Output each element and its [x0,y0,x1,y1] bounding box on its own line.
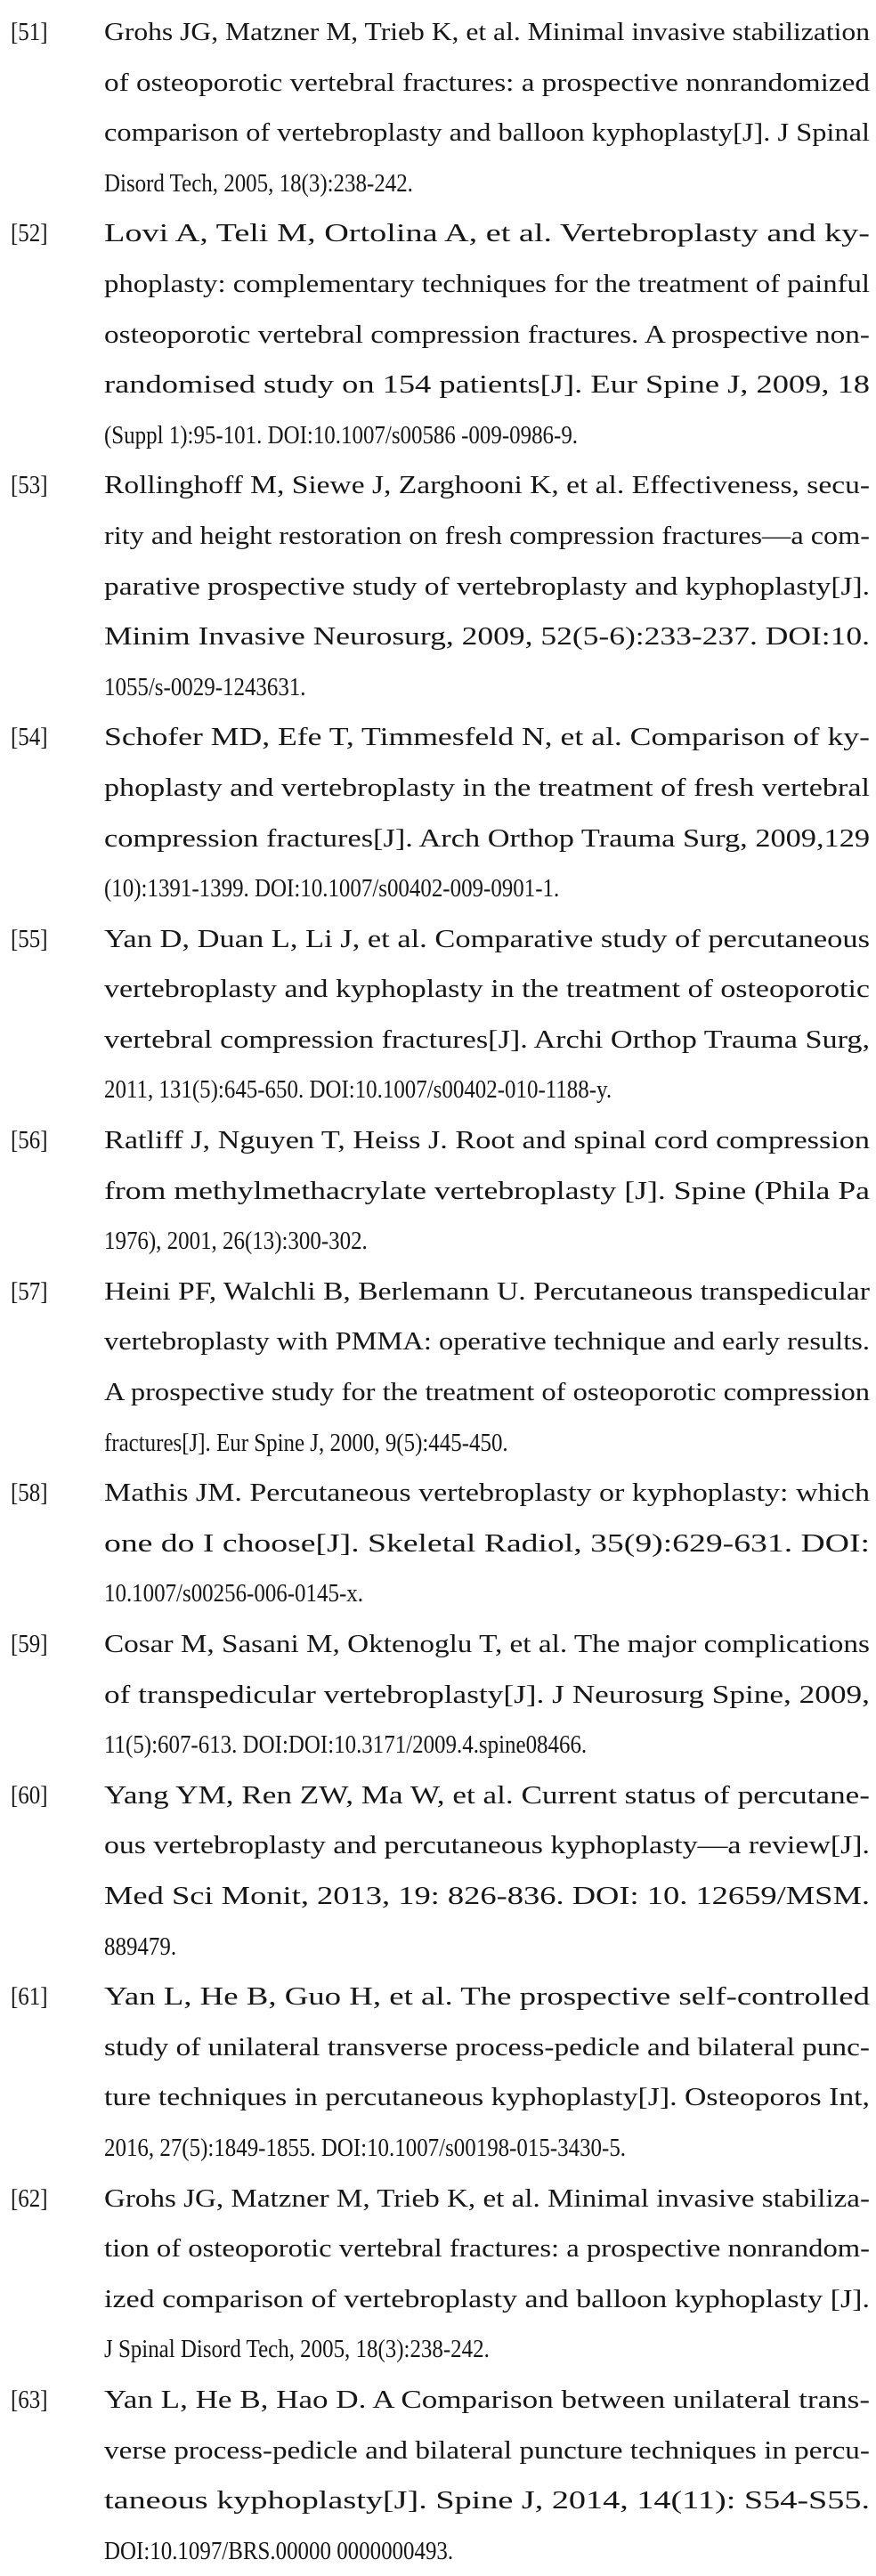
reference-entry [0,1468,876,1619]
reference-entry [0,1267,876,1468]
reference-text: 2011, 131(5):645-650. DOI:10.1007/s00402-010-1188-y. [104,1075,612,1105]
reference-text: fractures[J]. Eur Spine J, 2000, 9(5):445-450. [104,1428,508,1457]
reference-line [104,208,870,259]
reference-line [104,7,870,58]
reference-text: Yan D, Duan L, Li J, et al. Comparative study of percutaneous [104,924,870,953]
reference-line [104,158,870,209]
reference-text: Ratliff J, Nguyen T, Heiss J. Root and spinal cord compression [104,1126,871,1155]
reference-line [104,310,870,360]
reference-entry [0,208,876,460]
reference-line [104,1418,870,1469]
reference-text: A prospective study for the treatment of osteoporotic compression [104,1378,871,1407]
reference-number: [52] [11,219,48,248]
reference-line [104,2274,870,2325]
reference-text: Schofer MD, Efe T, Timmesfeld N, et al. Comparison of ky- [104,723,870,752]
reference-number: [54] [11,723,48,752]
reference-text: Yan L, He B, Guo H, et al. The prospective self-controlled [104,1982,871,2012]
reference-text: parative prospective study of vertebroplasty and kyphoplasty[J]. [104,571,871,601]
reference-line [104,1115,870,1166]
reference-line [104,360,870,410]
reference-line [104,1619,870,1670]
reference-text: one do I choose[J]. Skeletal Radiol, 35(9):629-631. DOI: [104,1528,870,1558]
reference-text: phoplasty and vertebroplasty in the treatment of fresh vertebral [104,773,870,802]
reference-text: Grohs JG, Matzner M, Trieb K, et al. Minimal invasive stabilization [104,18,870,46]
reference-text: vertebroplasty and kyphoplasty in the treatment of osteoporotic [104,975,870,1004]
reference-entry [0,460,876,712]
reference-line [104,1670,870,1721]
reference-line [104,410,870,461]
reference-text: Mathis JM. Percutaneous vertebroplasty or kyphoplasty: which [104,1478,871,1508]
reference-line [104,1820,870,1871]
reference-text: Rollinghoff M, Siewe J, Zarghooni K, et al. Effectiveness, secu- [104,471,870,500]
reference-text: Yan L, He B, Hao D. A Comparison between unilateral trans- [104,2385,871,2414]
reference-line [104,914,870,965]
reference-text: osteoporotic vertebral compression fractures. A prospective non- [104,320,870,349]
reference-entry [0,1619,876,1770]
reference-text: 1976), 2001, 26(13):300-302. [104,1227,368,1256]
reference-line [104,1770,870,1821]
reference-entry [0,712,876,913]
reference-text: of transpedicular vertebroplasty[J]. J Neurosurg Spine, 2009, [104,1680,870,1709]
reference-text: (Suppl 1):95-101. DOI:10.1007/s00586 -009-0986-9. [104,420,579,450]
reference-text: 11(5):607-613. DOI:DOI:10.3171/2009.4.spine08466. [104,1730,588,1760]
reference-entry [0,2375,876,2576]
reference-text: compression fractures[J]. Arch Orthop Trauma Surg, 2009,129 [104,823,871,853]
reference-text: rity and height restoration on fresh compression fractures—a com- [104,521,870,550]
reference-entry [0,914,876,1115]
reference-entry [0,1972,876,2173]
reference-text: vertebroplasty with PMMA: operative technique and early results. [104,1327,870,1357]
reference-line [104,1267,870,1317]
reference-number: [59] [11,1630,48,1658]
reference-text: tion of osteoporotic vertebral fractures: a prospective nonrandom- [104,2234,871,2264]
reference-line [104,460,870,511]
reference-text: vertebral compression fractures[J]. Archi Orthop Trauma Surg, [104,1025,871,1054]
reference-line [104,2324,870,2375]
reference-text: Cosar M, Sasani M, Oktenoglu T, et al. The major complications [104,1630,870,1658]
reference-line [104,1568,870,1619]
reference-number: [55] [11,924,48,953]
reference-text: ous vertebroplasty and percutaneous kyphoplasty—a review[J]. [104,1831,870,1860]
reference-line [104,763,870,814]
reference-number: [60] [11,1780,48,1810]
reference-line [104,662,870,713]
reference-text: Heini PF, Walchli B, Berlemann U. Percutaneous transpedicular [104,1276,870,1306]
reference-line [104,1367,870,1418]
reference-line [104,259,870,310]
reference-number: [58] [11,1478,48,1508]
reference-line [104,1015,870,1065]
reference-line [104,612,870,662]
reference-text: randomised study on 154 patients[J]. Eur Spine J, 2009, 18 [104,370,871,400]
reference-text: J Spinal Disord Tech, 2005, 18(3):238-242. [104,2335,490,2364]
reference-number: [51] [11,18,48,46]
reference-text: 2016, 27(5):1849-1855. DOI:10.1007/s00198-015-3430-5. [104,2133,627,2162]
reference-number: [62] [11,2183,48,2213]
reference-line [104,1166,870,1217]
reference-entry [0,1770,876,1972]
reference-line [104,2123,870,2174]
reference-line [104,58,870,109]
reference-line [104,863,870,914]
reference-number: [61] [11,1982,48,2012]
reference-text: 1055/s-0029-1243631. [104,672,306,701]
reference-line [104,1972,870,2022]
reference-text: 889479. [104,1932,177,1961]
reference-line [104,1316,870,1367]
reference-line [104,2475,870,2526]
reference-number: [56] [11,1126,48,1155]
reference-list [0,7,876,2576]
reference-line [104,2224,870,2274]
reference-line [104,814,870,864]
reference-line [104,2072,870,2123]
reference-text: study of unilateral transverse process-pedicle and bilateral punc- [104,2032,870,2062]
reference-text: (10):1391-1399. DOI:10.1007/s00402-009-0901-1. [104,874,560,903]
reference-line [104,2022,870,2073]
reference-line [104,108,870,158]
reference-line [104,964,870,1015]
reference-text: Grohs JG, Matzner M, Trieb K, et al. Minimal invasive stabiliza- [104,2183,870,2213]
reference-line [104,712,870,763]
reference-line [104,2174,870,2224]
reference-line [104,1922,870,1973]
reference-entry [0,2174,876,2375]
reference-line [104,1065,870,1115]
reference-text: DOI:10.1097/BRS.00000 0000000493. [104,2536,454,2565]
reference-line [104,1216,870,1267]
reference-number: [53] [11,471,48,500]
reference-text: verse process-pedicle and bilateral puncture techniques in percu- [104,2435,870,2465]
reference-text: Minim Invasive Neurosurg, 2009, 52(5-6):233-237. DOI:10. [104,622,871,652]
reference-number: [63] [11,2385,48,2414]
reference-line [104,2375,870,2426]
reference-text: of osteoporotic vertebral fractures: a prospective nonrandomized [104,68,870,97]
reference-text: Lovi A, Teli M, Ortolina A, et al. Vertebroplasty and ky- [104,219,871,248]
reference-entry [0,1115,876,1267]
reference-text: ized comparison of vertebroplasty and balloon kyphoplasty [J]. [104,2284,871,2313]
reference-entry [0,7,876,208]
reference-text: Med Sci Monit, 2013, 19: 826-836. DOI: 10. 12659/MSM. [104,1881,870,1910]
reference-text: comparison of vertebroplasty and balloon kyphoplasty[J]. J Spinal [104,118,870,148]
reference-line [104,1468,870,1519]
reference-text: taneous kyphoplasty[J]. Spine J, 2014, 14(11): S54-S55. [104,2486,871,2515]
reference-text: Disord Tech, 2005, 18(3):238-242. [104,168,413,198]
reference-line [104,1871,870,1922]
reference-line [104,1519,870,1569]
reference-text: ture techniques in percutaneous kyphoplasty[J]. Osteoporos Int, [104,2083,871,2112]
reference-line [104,2426,870,2476]
reference-text: 10.1007/s00256-006-0145-x. [104,1579,363,1608]
reference-line [104,511,870,562]
reference-line [104,1720,870,1770]
reference-number: [57] [11,1276,48,1306]
reference-text: from methylmethacrylate vertebroplasty [J]. Spine (Phila Pa [104,1176,871,1205]
reference-text: Yang YM, Ren ZW, Ma W, et al. Current status of percutane- [104,1780,870,1810]
reference-line [104,562,870,612]
reference-text: phoplasty: complementary techniques for the treatment of painful [104,269,871,298]
reference-line [104,2526,870,2576]
